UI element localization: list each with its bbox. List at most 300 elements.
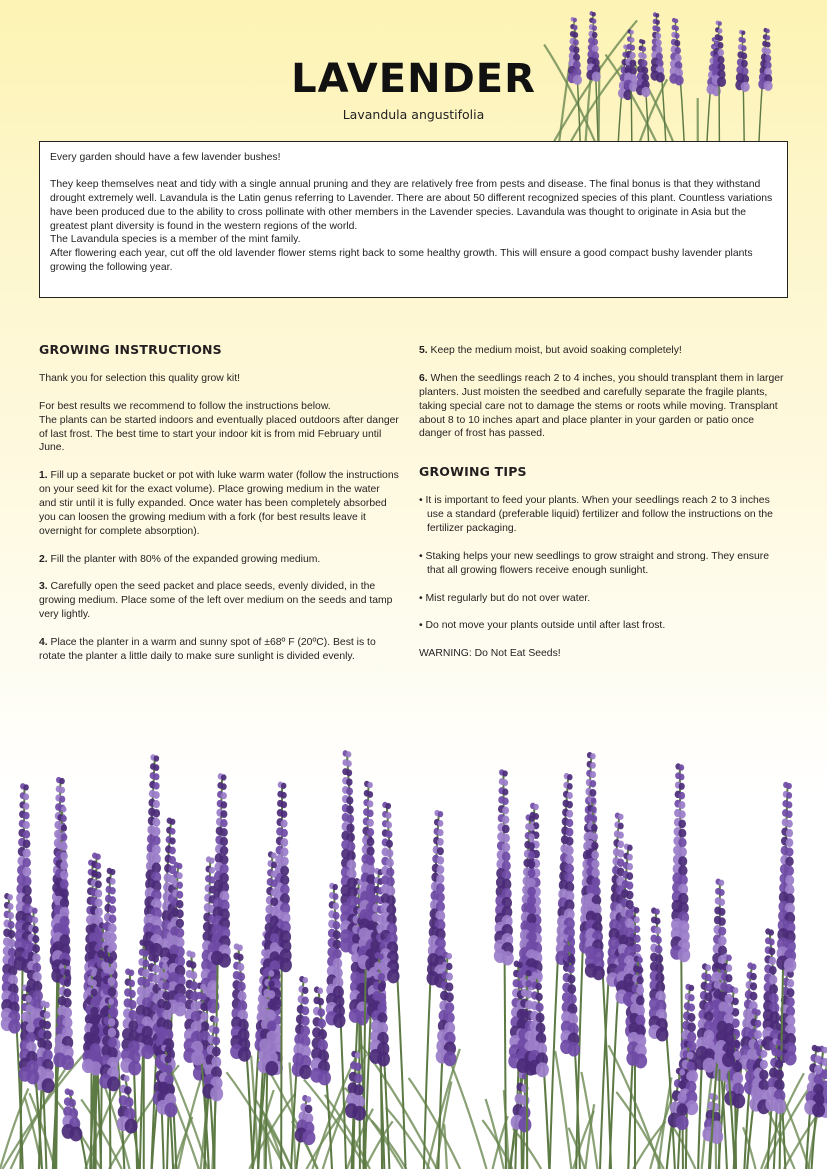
lavender-floret <box>686 1061 694 1070</box>
lavender-floret <box>346 805 354 814</box>
lavender-floret <box>386 840 393 848</box>
lavender-floret <box>333 912 340 920</box>
lavender-floret <box>270 897 278 906</box>
lavender-floret <box>754 1030 762 1039</box>
lavender-floret <box>725 974 732 982</box>
intro-lead: Every garden should have a few lavender bushes! <box>50 152 281 163</box>
lavender-floret <box>90 998 98 1007</box>
lavender-floret <box>107 967 114 975</box>
lavender-floret <box>165 1065 173 1074</box>
lavender-floret <box>592 25 597 31</box>
page-title: LAVENDER <box>291 56 536 102</box>
lavender-floret <box>169 847 176 855</box>
lavender-floret <box>25 986 31 993</box>
lavender-floret <box>61 824 67 831</box>
lavender-floret <box>437 829 443 836</box>
lavender-floret <box>26 995 33 1003</box>
lavender-floret <box>221 801 228 809</box>
page-subtitle: Lavandula angustifolia <box>342 107 485 122</box>
lavender-floret <box>590 753 596 759</box>
lavender-floret <box>95 898 103 907</box>
lavender-floret <box>591 806 597 813</box>
bullet: • <box>419 550 423 562</box>
lavender-floret <box>529 824 535 831</box>
lavender-floret <box>626 900 634 909</box>
lavender-floret <box>386 849 393 858</box>
lavender-floret <box>688 994 694 1001</box>
lavender-floret <box>281 810 288 818</box>
lavender-floret <box>528 851 535 859</box>
lavender-floret <box>591 850 599 859</box>
lavender-floret <box>306 1096 312 1103</box>
lavender-floret <box>26 1004 33 1012</box>
lavender-floret <box>265 1061 278 1076</box>
lavender-floret <box>655 13 659 18</box>
lavender-floret <box>705 964 711 971</box>
lavender-floret <box>143 940 149 946</box>
lavender-floret <box>317 998 324 1006</box>
lavender-floret <box>162 991 170 1000</box>
lavender-floret <box>109 887 115 894</box>
intro-paragraph: The Lavandula species is a member of the mint family. <box>50 234 301 246</box>
lavender-floret <box>655 936 662 944</box>
lavender-floret <box>153 809 161 818</box>
lavender-floret <box>42 1078 55 1093</box>
lavender-floret <box>687 1042 693 1049</box>
lavender-floret <box>502 825 510 834</box>
lavender-floret <box>732 998 739 1006</box>
tip-text: Do not move your plants outside until after last frost. <box>425 620 666 632</box>
lavender-floret <box>269 970 275 977</box>
lavender-field-image <box>0 740 827 1169</box>
lavender-floret <box>501 951 514 965</box>
lavender-floret <box>590 780 597 787</box>
lavender-floret <box>535 983 542 991</box>
lavender-floret <box>634 916 640 923</box>
lavender-floret <box>209 857 215 863</box>
lavender-floret <box>108 1018 116 1027</box>
lavender-floret <box>271 879 278 887</box>
lavender-floret <box>109 914 117 923</box>
lavender-floret <box>630 30 634 35</box>
lavender-floret <box>567 936 573 942</box>
lavender-floret <box>786 810 793 818</box>
lavender-floret <box>271 861 277 868</box>
step-text: Place the planter in a warm and sunny spot of ±68º F (20ºC). Best is to rotate the planter a little daily to make sure sunlight is divided evenly. <box>39 637 376 662</box>
lavender-floret <box>502 779 508 786</box>
lavender-floret <box>108 923 116 933</box>
lavender-floret <box>689 985 695 991</box>
lavender-floret <box>566 810 573 818</box>
step-2 <box>39 553 399 567</box>
lavender-floret <box>634 935 641 943</box>
lavender-floret <box>174 1002 187 1016</box>
lavender-floret <box>626 881 633 889</box>
lavender-floret <box>446 953 452 960</box>
step-number: 4. <box>39 637 48 649</box>
lavender-floret <box>617 849 624 857</box>
lavender-floret <box>281 829 288 837</box>
instructions-heading: GROWING INSTRUCTIONS <box>39 342 222 357</box>
lavender-floret <box>722 1052 735 1067</box>
lavender-floret <box>212 1046 221 1056</box>
lavender-floret <box>95 880 102 888</box>
instructions-column <box>39 343 399 678</box>
lavender-floret <box>688 1013 696 1022</box>
lavender-floret <box>191 1051 204 1066</box>
lavender-floret <box>237 944 243 951</box>
lavender-floret <box>567 774 573 780</box>
lavender-floret <box>718 908 725 916</box>
lavender-floret <box>528 842 535 850</box>
lavender-floret <box>367 837 375 846</box>
lavender-floret <box>59 778 64 784</box>
lavender-floret <box>280 847 288 856</box>
lavender-floret <box>750 992 758 1001</box>
lavender-floret <box>220 819 227 827</box>
lavender-floret <box>618 814 624 820</box>
lavender-floret <box>679 801 686 809</box>
lavender-floret <box>815 1055 822 1063</box>
lavender-floret <box>44 1011 51 1019</box>
lavender-floret <box>281 801 287 808</box>
lavender-floret <box>107 946 113 953</box>
lavender-floret <box>63 998 72 1008</box>
lavender-floret <box>61 806 66 812</box>
lavender-floret <box>153 791 160 799</box>
lavender-floret <box>26 1069 39 1084</box>
lavender-floret <box>281 820 288 828</box>
lavender-floret <box>176 909 184 918</box>
lavender-floret <box>590 789 597 797</box>
lavender-floret <box>221 774 227 780</box>
lavender-floret <box>346 760 352 767</box>
lavender-floret <box>32 926 39 934</box>
lavender-floret <box>237 963 244 971</box>
lavender-floret <box>367 791 373 798</box>
lavender-floret <box>760 1050 767 1058</box>
lavender-floret <box>592 32 598 38</box>
lavender-floret <box>787 979 794 988</box>
lavender-floret <box>152 965 159 974</box>
lavender-floret <box>142 978 150 987</box>
lavender-floret <box>633 944 641 953</box>
lavender-floret <box>618 832 624 839</box>
bullet: • <box>419 620 423 632</box>
lavender-floret <box>590 771 596 778</box>
lavender-floret <box>64 960 70 967</box>
lavender-floret <box>8 912 15 919</box>
lavender-floret <box>318 1019 326 1029</box>
lavender-floret <box>333 893 339 900</box>
lavender-floret <box>761 1040 767 1047</box>
tip-text: Mist regularly but do not over water. <box>425 592 591 604</box>
lavender-floret <box>677 1092 686 1103</box>
lavender-floret <box>142 969 149 978</box>
lavender-floret <box>573 39 579 46</box>
lavender-floret <box>786 801 792 808</box>
lavender-floret <box>124 1097 133 1108</box>
lavender-floret <box>637 966 643 973</box>
lavender-floret <box>367 810 374 818</box>
lavender-floret <box>630 37 635 42</box>
lavender-floret <box>8 930 16 939</box>
lavender-floret <box>386 831 393 839</box>
step-5 <box>419 344 789 358</box>
lavender-floret <box>812 1103 825 1118</box>
lavender-floret <box>162 972 168 979</box>
lavender-floret <box>95 854 101 860</box>
lavender-floret <box>378 973 385 981</box>
lavender-floret <box>502 797 509 805</box>
lavender-floret <box>528 833 534 840</box>
lavender-floret <box>676 1115 689 1130</box>
lavender-floret <box>377 1052 390 1067</box>
lavender-floret <box>302 1130 315 1145</box>
lavender-floret <box>318 1008 326 1017</box>
lavender-floret <box>302 997 309 1005</box>
lavender-floret <box>703 1058 716 1073</box>
lavender-floret <box>718 28 723 33</box>
lavender-floret <box>814 1065 822 1074</box>
lavender-floret <box>674 19 678 24</box>
lavender-floret <box>95 863 101 870</box>
lavender-floret <box>237 972 245 981</box>
lavender-floret <box>502 816 509 824</box>
lavender-floret <box>165 1055 172 1063</box>
lavender-floret <box>786 829 793 837</box>
lavender-floret <box>719 880 725 886</box>
lavender-floret <box>719 889 725 896</box>
lavender-floret <box>655 927 662 935</box>
lavender-floret <box>438 811 444 817</box>
lavender-floret <box>674 26 679 31</box>
lavender-floret <box>8 1019 21 1033</box>
lavender-floret <box>637 957 643 964</box>
step-text: Keep the medium moist, but avoid soaking completely! <box>427 345 682 356</box>
lavender-floret <box>592 19 597 24</box>
lavender-floret <box>726 955 732 962</box>
lavender-floret <box>741 45 746 51</box>
lavender-floret <box>436 865 444 874</box>
lavender-floret <box>237 954 243 961</box>
lavender-floret <box>386 803 392 809</box>
lavender-floret <box>502 770 508 776</box>
lavender-floret <box>641 46 646 51</box>
lavender-floret <box>346 751 352 757</box>
step-number: 3. <box>39 581 48 593</box>
step-text: Carefully open the seed packet and place seeds, evenly divided, in the growing medium. Place some of the left over medium on the seeds and tamp very lightly. <box>39 581 393 621</box>
step-text: Fill up a separate bucket or pot with luke warm water (follow the instructions on your seed kit for the exact volume). Place growing medium in the water and stir until it is fully expanded. Once water has been completely absorbed you can loosen the growing medium with a fork (for best results leave it overnight for complete absorption). <box>39 470 399 537</box>
lavender-floret <box>741 30 745 35</box>
lavender-floret <box>636 995 645 1005</box>
lavender-floret <box>102 923 108 929</box>
lavender-floret <box>213 1026 220 1034</box>
lavender-floret <box>573 18 577 23</box>
lavender-floret <box>190 961 196 968</box>
lavender-floret <box>303 977 309 983</box>
lavender-floret <box>169 837 175 844</box>
lavender-floret <box>536 1062 549 1077</box>
lavender-floret <box>209 867 215 874</box>
lavender-floret <box>95 871 101 878</box>
lavender-floret <box>634 925 641 933</box>
lavender-floret <box>8 921 15 929</box>
lavender-floret <box>655 945 663 954</box>
lavender-floret <box>107 977 115 986</box>
lavender-floret <box>60 861 68 870</box>
lavender-floret <box>533 804 539 810</box>
lavender-floret <box>162 982 169 990</box>
lavender-floret <box>128 1061 141 1076</box>
lavender-floret <box>718 917 726 926</box>
lavender-floret <box>386 812 392 819</box>
lavender-floret <box>567 975 575 984</box>
lavender-floret <box>32 935 39 943</box>
lavender-floret <box>23 821 30 829</box>
lavender-floret <box>129 980 136 988</box>
lavender-floret <box>212 1036 220 1045</box>
lavender-floret <box>7 894 13 900</box>
lavender-floret <box>190 951 196 958</box>
lavender-floret <box>679 764 685 770</box>
lavender-floret <box>751 963 757 970</box>
lavender-floret <box>89 1061 102 1075</box>
lavender-floret <box>678 829 686 838</box>
lavender-floret <box>61 834 68 842</box>
lavender-floret <box>517 962 523 969</box>
lavender-floret <box>637 976 644 984</box>
lavender-floret <box>299 1065 312 1079</box>
lavender-floret <box>305 1105 313 1114</box>
lavender-floret <box>378 993 387 1003</box>
lavender-floret <box>528 869 536 878</box>
lavender-floret <box>786 988 794 997</box>
lavender-floret <box>618 823 624 830</box>
lavender-floret <box>43 1030 51 1040</box>
intro-paragraph: They keep themselves neat and tidy with a single annual pruning and they are relatively free from pests and disease. The final bonus is that they withstand drought extremely well. Lavandula is the Latin genus referring to Lavender. There are about 50 different recognized species of this plant. Countless variations have been produced due to the ability to cross pollinate with other members in the Lavender species. Lavandula was thought to originate in Asia but the greatest plant diversity is found in the western regions of the world. <box>50 179 773 232</box>
lavender-leaf <box>409 1078 461 1169</box>
lavender-floret <box>200 1012 208 1021</box>
lavender-floret <box>318 1070 331 1085</box>
lavender-floret <box>353 1106 366 1121</box>
lavender-floret <box>23 784 29 790</box>
lavender-floret <box>718 936 727 946</box>
lavender-floret <box>678 1081 686 1090</box>
lavender-floret <box>627 845 633 851</box>
lavender-floret <box>705 983 712 991</box>
lavender-floret <box>573 32 578 38</box>
lavender-floret <box>346 769 352 776</box>
lavender-floret <box>281 783 287 789</box>
lavender-floret <box>176 891 183 899</box>
lavender-floret <box>23 849 31 858</box>
intro-box <box>39 141 788 298</box>
lavender-floret <box>32 944 40 953</box>
lavender-floret <box>636 986 644 995</box>
lavender-floret <box>386 821 392 828</box>
lavender-floret <box>128 990 135 998</box>
lavender-floret <box>220 837 228 846</box>
lavender-leaf <box>0 1088 28 1169</box>
lavender-floret <box>108 987 117 997</box>
lavender-floret <box>591 833 598 841</box>
lavender-floret <box>387 969 400 983</box>
lavender-floret <box>354 1073 363 1083</box>
lavender-floret <box>367 782 373 788</box>
lavender-floret <box>679 792 686 800</box>
lavender-floret <box>502 788 508 795</box>
lavender-floret <box>776 1049 783 1057</box>
lavender-floret <box>535 993 542 1001</box>
step-number: 6. <box>419 372 428 384</box>
lavender-floret <box>592 12 596 17</box>
lavender-floret <box>154 755 160 761</box>
lavender-floret <box>769 939 775 946</box>
lavender-floret <box>641 40 645 45</box>
warning-text: WARNING: Do Not Eat Seeds! <box>419 648 561 660</box>
lavender-floret <box>220 828 228 837</box>
lavender-floret <box>110 869 116 875</box>
step-3 <box>39 580 399 622</box>
lavender-floret <box>68 1099 76 1108</box>
lavender-floret <box>69 1127 82 1142</box>
step-6 <box>419 372 789 442</box>
lavender-floret <box>367 819 374 827</box>
lavender-floret <box>566 819 573 827</box>
lavender-floret <box>190 981 198 990</box>
lavender-floret <box>23 839 31 848</box>
lavender-floret <box>176 919 184 929</box>
lavender-floret <box>333 902 340 909</box>
lavender-floret <box>784 958 797 972</box>
lavender-floret <box>354 1063 361 1071</box>
lavender-floret <box>220 810 227 818</box>
lavender-floret <box>333 921 341 930</box>
lavender-floret <box>153 764 159 771</box>
lavender-floret <box>766 29 770 34</box>
lavender-floret <box>221 783 227 790</box>
lavender-floret <box>271 852 277 858</box>
lavender-floret <box>627 863 633 870</box>
lavender-floret <box>733 987 739 994</box>
lavender-floret <box>200 1002 207 1010</box>
lavender-floret <box>732 1093 745 1108</box>
lavender-floret <box>528 860 535 869</box>
lavender-floret <box>566 828 574 837</box>
lavender-floret <box>346 796 353 804</box>
lavender-floret <box>238 1047 251 1062</box>
lavender-floret <box>200 993 207 1001</box>
lavender-floret <box>718 35 723 41</box>
lavender-floret <box>592 966 605 980</box>
lavender-floret <box>355 1052 361 1059</box>
lavender-floret <box>634 1054 647 1069</box>
lavender-floret <box>64 969 70 976</box>
lavender-floret <box>129 970 135 977</box>
lavender-floret <box>170 828 176 835</box>
lavender-floret <box>626 872 633 880</box>
lavender-floret <box>128 1010 137 1020</box>
lavender-floret <box>59 796 65 803</box>
step-text: When the seedlings reach 2 to 4 inches, you should transplant them in larger planters. Just moisten the seedbed and carefully separate the fragile plants, taking special care not to damage the stems or roots while moving. Transplant about 8 to 10 inches apart and place planter in your garden or patio once danger of frost has passed. <box>419 372 784 440</box>
lavender-floret <box>679 783 685 790</box>
lavender-floret <box>776 1039 782 1046</box>
lavender-floret <box>755 1009 761 1016</box>
lavender-floret <box>150 943 163 957</box>
lavender-floret <box>566 801 573 809</box>
lavender-floret <box>124 1075 130 1082</box>
